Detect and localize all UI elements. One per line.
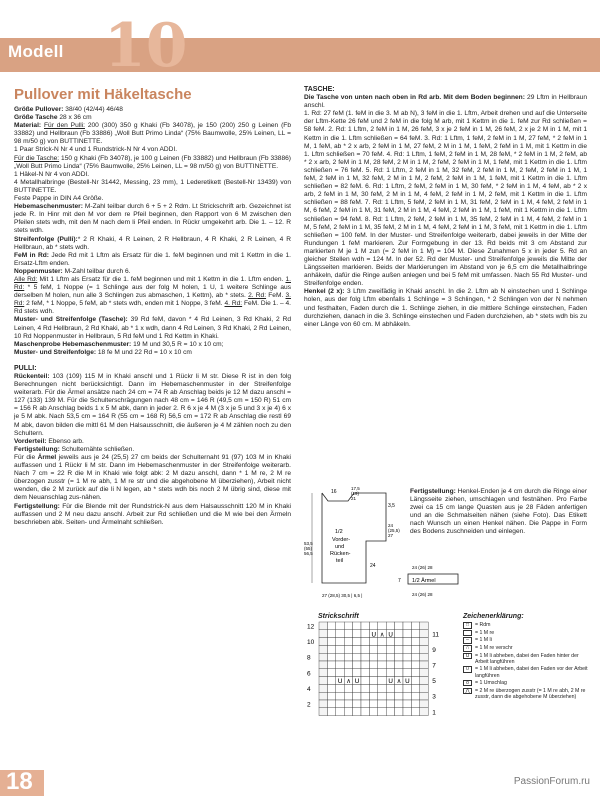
- chart-cell: [378, 669, 386, 677]
- chart-cell: [403, 653, 411, 661]
- chart-cell: [336, 661, 344, 669]
- fert-t-text: Henkel-Enden je 4 cm durch die Ringe einer Längsseite ziehen, umschlagen und festnähen. Pro Farbe zwei ca 15 cm lange Quasten aus je 28 Fäden anfertigen und an die Schmalseiten nähen (siehe Foto). Das Etikett nach Wunsch un einen Henkel nähen. Die Pappe in Form des Bodens zuschneiden und einlegen.: [410, 488, 588, 536]
- ruecken-label: Rückenteil:: [14, 373, 50, 380]
- model-label: Modell: [8, 42, 64, 61]
- chart-cell: [336, 622, 344, 630]
- chart-cell: [327, 684, 335, 692]
- chart-cell: [386, 638, 394, 646]
- chart-cell: [344, 684, 352, 692]
- sch-center-1: 1/2: [335, 529, 343, 535]
- chart-cell: [378, 684, 386, 692]
- chart-cell: [403, 630, 411, 638]
- chart-cell: [353, 622, 361, 630]
- chart-cell: [395, 645, 403, 653]
- chart-cell: [327, 700, 335, 708]
- chart-cell: [420, 708, 428, 716]
- maschenprobe2-text: 18 fe M und 22 Rd = 10 x 10 cm: [96, 348, 192, 356]
- material-hook: 1 Häkel-N Nr 4 von ADDI.: [14, 170, 90, 178]
- chart-cell: [327, 630, 335, 638]
- chart-cell: [353, 692, 361, 700]
- material-label: Material:: [14, 122, 42, 130]
- chart-cell: [361, 653, 369, 661]
- chart-cell: [395, 638, 403, 646]
- chart-cell: [327, 661, 335, 669]
- chart-cell: [361, 708, 369, 716]
- chart-cell: [411, 653, 419, 661]
- chart-cell: [403, 645, 411, 653]
- chart-cell: [344, 700, 352, 708]
- chart-symbol: U: [388, 630, 393, 639]
- legend-symbol: o: [463, 680, 472, 687]
- sch-height: 53,5 (55) 56,5: [304, 541, 313, 556]
- sleeve-label: 1/2 Ärmel: [412, 578, 436, 584]
- sch-right-mid: 24 (25,5) 27: [388, 523, 400, 538]
- chart-cell: [411, 692, 419, 700]
- chart-cell: [411, 622, 419, 630]
- chart-symbol: U: [354, 677, 360, 686]
- legend-symbol: □: [463, 622, 472, 629]
- aermel-pre: Für die: [14, 453, 38, 461]
- chart-cell: [395, 653, 403, 661]
- chart-cell: [319, 708, 327, 716]
- model-number: 10: [104, 11, 188, 81]
- chart-symbol: U: [371, 630, 377, 639]
- fertig-text: Schulternähte schließen.: [59, 445, 135, 453]
- sch-right-top: 3,5: [388, 503, 395, 509]
- streifen-text: * 2 R Khaki, 4 R Leinen, 2 R Hellbraun, 4 R Khaki, 2 R Leinen, 4 R Hellbraun, ab * stets wdh.: [14, 235, 291, 251]
- chart-row-label: 12: [307, 623, 315, 631]
- chart-cell: [395, 684, 403, 692]
- chart-row-label: 1: [432, 709, 436, 717]
- chart-cell: [420, 645, 428, 653]
- chart-cell: [344, 692, 352, 700]
- chart-cell: [353, 638, 361, 646]
- chart-cell: [403, 622, 411, 630]
- chart-cell: [353, 700, 361, 708]
- chart-cell: [327, 669, 335, 677]
- model-bar: [0, 38, 600, 72]
- chart-cell: [344, 708, 352, 716]
- chart-cell: [378, 692, 386, 700]
- chart-cell: [336, 669, 344, 677]
- legend-label: = 1 M li abheben, dabei den Faden hinter der Arbeit langführen: [475, 652, 579, 665]
- chart-cell: [319, 669, 327, 677]
- legend-label: = 1 M li abheben, dabei den Faden vor der Arbeit langführen: [475, 666, 588, 679]
- chart-cell: [369, 669, 377, 677]
- chart-cell: [319, 692, 327, 700]
- material-rings: 4 Metallhalbringe (Bestell-Nr 31442, Messing, 23 mm), 1 Lederetikett (Bestell-Nr 13439) von BUTTINETTE.: [14, 178, 291, 194]
- chart-cell: [327, 708, 335, 716]
- chart-cell: [336, 630, 344, 638]
- chart-cell: [353, 645, 361, 653]
- noppen-r2-label: 2. Rd:: [248, 292, 267, 300]
- chart-cell: [378, 661, 386, 669]
- chart-cell: [344, 638, 352, 646]
- chart-cell: [403, 684, 411, 692]
- chart-cell: [361, 677, 369, 685]
- chart-cell: [319, 661, 327, 669]
- chart-cell: [411, 669, 419, 677]
- chart-row-label: 10: [307, 639, 315, 647]
- chart-cell: [411, 684, 419, 692]
- chart-cell: [403, 661, 411, 669]
- fem-text: Jede Rd mit 1 Lftm als Ersatz für die 1. feM beginnen und mit 1 Kettm in die 1. Ersatz-Lftm enden.: [14, 251, 291, 267]
- sch-center-2: Vorder-: [332, 537, 351, 543]
- chart-row-label: 8: [307, 654, 311, 662]
- ruecken-text: 103 (109) 115 M in Khaki anschl und 1 Rückr li M str. Diese R ist in den folg Berechnungen nicht berücksichtigt. Dann im Hebemaschenmuster in der Streifenfolge weiterarb. Für die Ärmel ansätze nach 24 cm = 74 R ab Anschlag beids je 12 M dazu anschl = 127 (133) 139 M. Für die Schulterschrägungen nach 48 cm = 146 R (49,5 cm = 150 R) 51 cm = 156 R ab Anschlag beids 1 x 5 M abk, dann in jeder 2. R 6 x je 4 M (3 x je 5 und 3 x je 4) 6 x je 5 M abk. Nach 53,5 cm = 164 R (55 cm = 168 R) 56,5 cm = 172 R ab Anschlag die restl 69 M abk, davon bilden die mittl 61 M den Halsausschnitt, die äußeren je 4 M zählen noch zu den Schultern.: [14, 373, 291, 437]
- legend-title: Zeichenerklärung:: [463, 613, 524, 620]
- chart-cell: [386, 700, 394, 708]
- chart-cell: [386, 708, 394, 716]
- legend-item: [463, 653, 588, 665]
- chart-cell: [344, 622, 352, 630]
- chart-cell: [378, 645, 386, 653]
- chart-cell: [361, 700, 369, 708]
- chart-cell: [369, 700, 377, 708]
- maschenprobe-label: Maschenprobe Hebemaschenmuster:: [14, 340, 132, 348]
- bag-finishing: [410, 488, 587, 537]
- legend-symbol: ∪: [463, 666, 472, 673]
- left-column: [14, 106, 291, 527]
- chart-symbol: ∧: [346, 677, 351, 686]
- legend-label: = 1 M re: [475, 629, 495, 636]
- chart-symbol: U: [337, 677, 343, 686]
- noppen-r2-text: FeM.: [266, 292, 286, 300]
- noppen-value: M-Zahl teilbar durch 6.: [62, 267, 131, 275]
- chart-cell: [395, 708, 403, 716]
- sch-top-left: 16: [331, 489, 337, 495]
- tasche-rounds: 1. Rd: 27 feM (1. feM in die 3. M ab N), 3 feM in die 1. Lftm, Arbeit drehen und auf die Unterseite der Lftm-Kette 26 feM und 2 feM in die folg M arb, mit 1 Kettm in die 1. feM zur Rd schließen = 58 feM. 2. Rd: 1 Lftm, 2 feM in 1 M, 26 feM, 3 x je 2 feM in 1 M, 26 feM, 2 x je 2 M in 1 M, mit 1 Kettm in die 1. Lftm schließen = 64 feM. 3. Rd: 1 Lftm, 1 feM, 2 feM in 1 M, 27 feM, * 2 feM in 1 M, 1 feM, ab * 2 x arb, 2 feM in 1 M, 27 feM, 2 M in 1 M, 1 feM, 2 feM in 1 M, mit 1 Kettm in die 1. Lftm schließen = 70 feM. 4. Rd: 1 Lftm, 1 feM, 2 feM in 1 M, 28 feM, * 2 feM in 1 M, 2 feM, ab * 2 x arb, 2 feM in 1 M, 28 feM, 2 M in 1 M, 2 feM, 2 feM in 1 M, 1 feM, mit 1 Kettm in die 1. Lftm schließen = 76 feM. 5. Rd: 1 Lftm, 2 feM in 1 M, 32 feM, 2 feM in 1 M, 2 feM, 2 feM in 1 M, 1 feM, 2 feM in 1 M, 32 feM, 2 M in 1 M, 2 feM, 2 feM in 1 M, 1 feM, mit 1 Kettm in die 1. Lftm schließen = 82 feM. 6. Rd: 1 Lftm, 2 feM, 2 feM in 1 M, 30 feM, * 2 feM in 1 M, 4 feM, ab * 2 x arb, 2 feM in 1 M, 30 feM, 2 M in 1 M, 4 feM, 2 feM in 1 M, 2 feM, mit 1 Kettm in die 1. Lftm schließen = 88 feM. 7. Rd: 1 Lftm, 5 feM, 2 feM in 1 M, 31 feM, 2 feM in 1 M, 4 feM, 2 feM in 1 M, 6 feM, 2 feM in 1 M, 31 feM, 2 M in 1 M, 4 feM, 2 feM in 1 M, 1 feM, mit 1 Kettm in die 1. Lftm schließen = 94 feM. 8. Rd: 1 Lftm, 2 feM, 2 feM in 1 M, 35 feM, 2 feM in 1 M, 4 feM, 2 feM in 1 M, 5 feM, 2 feM in 1 M, 35 feM, 2 M in 1 M, 4 feM, 2 feM in 1 M, 3 feM, mit 1 Kettm in die 1. Lftm schließen = 100 feM. In der Muster- und Streifenfolge weiterarb, dabei jeweils in der Mitte der Rundungen 1 feM markieren. Zur Formgebung in der 13. Rd beids mit 3 cm Abstand zur markierten M je 1 M zun (= 2 feM in 1 M) = 104 M. Diese Zunahmen 5 x in jeder 5. Rd an gleicher Stellen wdh = 124 M. In der 52. Rd der Muster- und Streifenfolge jeweils die Mitte der Längsseiten markieren. Beids der Markierungen im Abstand von je 6,5 cm die Metallhalbringe anhäkeln, dafür die Ringe außen anlegen und bei 5 feM mit umfassen. Nach 55 Rd Muster- und Streifenfolge enden.: [304, 110, 587, 288]
- chart-cell: [386, 692, 394, 700]
- chart-row-label: 4: [307, 685, 311, 693]
- henkel-label: Henkel (2 x):: [304, 288, 345, 296]
- chart-cell: [361, 645, 369, 653]
- fertig2-label: Fertigstellung:: [14, 502, 60, 510]
- chart-cell: [319, 638, 327, 646]
- sch-center-5: teil: [336, 558, 344, 564]
- chart-cell: [411, 645, 419, 653]
- material-needles: 1 Paar Strick-N Nr 4 und 1 Rundstrick-N Nr 4 von ADDI.: [14, 146, 178, 154]
- legend-label: = 1 M li: [475, 637, 492, 644]
- bag-size-value: 28 x 36 cm: [57, 114, 92, 122]
- chart-cell: [319, 684, 327, 692]
- chart-cell: [361, 630, 369, 638]
- vorder-label: Vorderteil:: [14, 437, 47, 445]
- chart-cell: [386, 645, 394, 653]
- chart-cell: [395, 630, 403, 638]
- chart-cell: [369, 645, 377, 653]
- tasche-subheading: Die Tasche von unten nach oben in Rd arb. Mit dem Boden beginnen:: [304, 94, 525, 102]
- page-title: Pullover mit Häkeltasche: [14, 86, 192, 103]
- chart-cell: [378, 700, 386, 708]
- fem-label: FeM in Rd:: [14, 251, 49, 259]
- chart-cell: [411, 700, 419, 708]
- material-bag-text: 150 g Khaki (Fb 34078), je 100 g Leinen (Fb 33882) und Hellbraun (Fb 33886) „Woll Butt Primo Linda“ (75% Baumwolle, 25% Leinen, LL = 98 m/50 g) von BUTTINETTE.: [14, 154, 291, 170]
- chart-cell: [327, 622, 335, 630]
- chart-cell: [344, 661, 352, 669]
- chart-cell: [395, 700, 403, 708]
- sch-top-mid: 17,5 (19) 21: [351, 486, 360, 501]
- chart-cell: [344, 645, 352, 653]
- chart-cell: [336, 684, 344, 692]
- chart-cell: [361, 661, 369, 669]
- legend-symbol: ⋀: [463, 688, 472, 695]
- chart-cell: [327, 638, 335, 646]
- sch-bottom-side: 24: [370, 563, 376, 569]
- bag-size-label: Größe Tasche: [14, 114, 58, 122]
- chart-row-label: 5: [432, 678, 436, 686]
- chart-cell: [319, 630, 327, 638]
- chart-title: Strickschrift: [318, 613, 359, 620]
- legend-label: = 1 M re verschr: [475, 645, 513, 652]
- chart-cell: [344, 669, 352, 677]
- hebemaschen-text: M-Zahl teilbar durch 6 + 5 + 2 Rdm. Lt Strickschrift arb. Gezeichnet ist jede R. In Hinr mit den M vor dem re Pfeil beginnen, den Rapport von 6 M zwischen den Pfeilen stets wdh, mit den M nach dem li Pfeil enden. In Rückr umgekehrt arb. Die 1. – 12. R stets wdh.: [14, 203, 291, 235]
- chart-row-label: 2: [307, 701, 311, 709]
- chart-cell: [411, 677, 419, 685]
- chart-cell: [420, 622, 428, 630]
- chart-cell: [353, 669, 361, 677]
- chart-cell: [336, 700, 344, 708]
- aermel-text: jeweils aus je 24 (25,5) 27 cm beids der Schulternaht 91 (97) 103 M in Khaki auffassen und 1 Rückr li M str. Dann im Hebemaschenmuster in der Streifenfolge weiterarb. Nach 7 cm = 22 R die M in Khaki wie folgt abk: 2 M dazu anschl, dann * 1 M re, 2 M re überzogen zusstr (= 1 M re abh, 1 M re str und die abgehobene M überziehen), Arbeit nicht wenden, die 2 M zurück auf die li N legen, ab * stets wdh bis noch 2 M übrig sind, diese mit dem Neuanschlag zus-nähen.: [14, 453, 292, 502]
- fertig-label: Fertigstellung:: [14, 445, 60, 453]
- chart-cell: [369, 684, 377, 692]
- chart-cell: [386, 661, 394, 669]
- chart-cell: [386, 622, 394, 630]
- chart-cell: [369, 708, 377, 716]
- chart-cell: [411, 630, 419, 638]
- chart-cell: [403, 638, 411, 646]
- chart-cell: [353, 708, 361, 716]
- sleeve-schematic: [394, 560, 472, 606]
- fert-t-label: Fertigstellung:: [410, 488, 456, 495]
- pulli-heading: PULLI:: [14, 364, 37, 372]
- chart-row-label: 3: [432, 693, 436, 701]
- legend-label: = Rdm: [475, 622, 491, 628]
- noppen-all-text: Mit 1 Lftm als Ersatz für die 1. feM beginnen und mit 1 Kettm in die 1. Lftm enden.: [37, 275, 286, 283]
- material-pulli-label: Für den Pulli:: [44, 122, 85, 130]
- muster-streifen-text: 39 Rd feM, davon * 4 Rd Leinen, 3 Rd Khaki, 2 Rd Leinen, 4 Rd Hellbraun, 2 Rd Khaki, ab * 1 x wdh, dann 4 Rd Leinen, 3 Rd Khaki, 2 Rd Leinen, 10 Rd Noppenmuster in Hellbraun, 5 Rd feM und 1 Rd Kettm in Khaki.: [14, 316, 291, 340]
- chart-symbol: U: [405, 677, 410, 686]
- right-column: [304, 86, 587, 329]
- chart-cell: [327, 677, 335, 685]
- chart-cell: [369, 692, 377, 700]
- chart-cell: [319, 622, 327, 630]
- chart-cell: [336, 653, 344, 661]
- chart-cell: [420, 684, 428, 692]
- sizes-label: Größe Pullover:: [14, 106, 64, 113]
- chart-cell: [369, 638, 377, 646]
- page-number: 18: [6, 768, 33, 795]
- legend-item: [463, 637, 588, 644]
- chart-cell: [369, 661, 377, 669]
- maschenprobe-text: 19 M und 30,5 R = 10 x 10 cm;: [131, 340, 224, 348]
- chart-cell: [403, 669, 411, 677]
- chart-cell: [378, 708, 386, 716]
- chart-cell: [411, 661, 419, 669]
- chart-cell: [420, 700, 428, 708]
- chart-symbol: ∧: [396, 677, 402, 686]
- chart-symbol: U: [388, 677, 393, 686]
- chart-cell: [403, 692, 411, 700]
- chart-cell: [369, 653, 377, 661]
- legend: [463, 622, 588, 701]
- legend-item: [463, 630, 588, 637]
- watermark: PassionForum.ru: [513, 776, 590, 787]
- noppen-label: Noppenmuster:: [14, 267, 63, 275]
- chart-cell: [386, 669, 394, 677]
- chart-cell: [361, 684, 369, 692]
- legend-item: [463, 688, 588, 700]
- chart-cell: [353, 630, 361, 638]
- tasche-sub-text: 29 Lftm in Hellbraun anschl.: [304, 94, 588, 110]
- chart-cell: [411, 638, 419, 646]
- chart-cell: [319, 653, 327, 661]
- chart-cell: [403, 700, 411, 708]
- noppen-r4-text: FeM. Die 1. – 4. Rd stets wdh.: [14, 300, 291, 316]
- legend-symbol: U: [463, 653, 472, 660]
- sleeve-side: 7: [398, 578, 401, 584]
- legend-item: [463, 680, 588, 687]
- chart-cell: [327, 692, 335, 700]
- chart-cell: [344, 653, 352, 661]
- chart-row-label: 9: [432, 646, 436, 654]
- muster-streifen-label: Muster- und Streifenfolge (Tasche):: [14, 316, 128, 324]
- chart-cell: [319, 677, 327, 685]
- chart-cell: [353, 684, 361, 692]
- chart-cell: [395, 669, 403, 677]
- material-bag-label: Für die Tasche:: [14, 154, 60, 162]
- chart-cell: [361, 669, 369, 677]
- sch-center-4: Rücken-: [330, 551, 351, 557]
- chart-cell: [361, 638, 369, 646]
- chart-cell: [319, 645, 327, 653]
- chart-cell: [386, 653, 394, 661]
- chart-cell: [378, 653, 386, 661]
- chart-symbol: ∧: [379, 630, 385, 639]
- streifen-label: Streifenfolge (Pulli):: [14, 235, 78, 243]
- chart-row-label: 11: [432, 631, 439, 639]
- tasche-heading: TASCHE:: [304, 86, 335, 93]
- chart-cell: [395, 692, 403, 700]
- chart-cell: [420, 677, 428, 685]
- chart-cell: [395, 661, 403, 669]
- chart-cell: [336, 708, 344, 716]
- chart-cell: [327, 653, 335, 661]
- legend-symbol: [463, 630, 472, 637]
- legend-item: [463, 666, 588, 678]
- noppen-r3-text: 2 feM, * 1 Noppe, 5 feM, ab * stets wdh, enden mit 1 Noppe, 3 feM.: [24, 300, 225, 308]
- noppen-all-label: Alle Rd:: [14, 275, 38, 283]
- chart-cell: [403, 708, 411, 716]
- noppen-r1-text: * 5 feM, 1 Noppe (= 1 Schlinge aus der folg M holen, 1 U, 1 weitere Schlinge aus derselben M holen, nun alle 3 Schlingen zus abmaschen, 1 Kettm), ab * stets.: [14, 284, 291, 300]
- aermel-label: Ärmel: [37, 453, 57, 461]
- chart-row-label: 6: [307, 670, 311, 678]
- chart-cell: [378, 677, 386, 685]
- chart-cell: [420, 669, 428, 677]
- noppen-r4-label: 4. Rd:: [224, 300, 243, 308]
- chart-cell: [378, 622, 386, 630]
- legend-symbol: ∩: [463, 645, 472, 652]
- chart-cell: [420, 653, 428, 661]
- sleeve-bottom: 24 (26) 28: [412, 592, 433, 597]
- sch-bottom: 27 (28,5) 30,5 | 6,5 |: [322, 593, 363, 598]
- fertig2-text: Für die Blende mit der Rundstrick-N aus dem Halsausschnitt 120 M in Khaki auffassen und 2 M neu dazu anschl. Arbeit zur Rd schließen und die M wie bei den Ärmeln beschrieben abk. Seiten- und Ärmelnaht schließen.: [14, 502, 291, 526]
- chart-cell: [378, 638, 386, 646]
- chart-cell: [353, 653, 361, 661]
- legend-label: = 1 Umschlag: [475, 679, 507, 686]
- chart-cell: [319, 700, 327, 708]
- chart-cell: [327, 645, 335, 653]
- chart-cell: [361, 692, 369, 700]
- chart-cell: [420, 661, 428, 669]
- chart-cell: [336, 638, 344, 646]
- hebemaschen-label: Hebemaschenmuster:: [14, 203, 83, 211]
- legend-label: = 2 M re überzogen zusstr (= 1 M re abh, 2 M re zusstr, dann die abgehobene M überziehen): [475, 687, 586, 700]
- sizes-value: 38/40 (42/44) 46/48: [63, 106, 123, 113]
- legend-item: [463, 645, 588, 652]
- chart-cell: [386, 684, 394, 692]
- chart-row-label: 7: [432, 662, 436, 670]
- chart-cell: [395, 622, 403, 630]
- chart-cell: [369, 622, 377, 630]
- chart-cell: [344, 630, 352, 638]
- chart-cell: [361, 622, 369, 630]
- sleeve-top: 24 (26) 28: [412, 565, 433, 570]
- legend-item: [463, 622, 588, 629]
- material-pulli-text: 200 (300) 350 g Khaki (Fb 34078), je 150 (200) 250 g Leinen (Fb 33882) und Hellbraun (Fb 33886) „Woll Butt Primo Linda“ (75% Baumwolle, 25% Leinen, LL = 98 m/50 g) von BUTTINETTE.: [14, 122, 291, 146]
- noppen-r1-label: 1. Rd:: [14, 275, 291, 292]
- vorder-text: Ebenso arb.: [46, 437, 84, 445]
- maschenprobe2-label: Muster- und Streifenfolge:: [14, 348, 97, 356]
- chart-cell: [353, 661, 361, 669]
- chart-cell: [336, 692, 344, 700]
- sch-center-3: und: [335, 544, 345, 550]
- stitch-chart: [305, 620, 448, 722]
- chart-cell: [369, 677, 377, 685]
- chart-cell: [420, 692, 428, 700]
- chart-cell: [411, 708, 419, 716]
- chart-cell: [420, 630, 428, 638]
- noppen-r3-label: 3. Rd:: [14, 292, 292, 308]
- chart-cell: [420, 638, 428, 646]
- chart-cell: [336, 645, 344, 653]
- material-cardboard: Feste Pappe in DIN A4 Größe.: [14, 195, 104, 203]
- henkel-text: 3 Lftm zweifädig in Khaki anschl. In die 2. Lftm ab N einstechen und 1 Schlinge holen, aus der folg Lftm ebenfalls 1 Schlinge = 3 Schlingen, * 2 Schlingen von der N nehmen und festhalten, Faden durch die 1. Schlinge ziehen, in die mittlere Schlinge einstechen, Faden durchziehen, danach in die 3. Schlinge einstechen und Faden durchziehen, ab * stets wdh bis zu einer Länge von 60 cm. M abhäkeln.: [304, 288, 587, 328]
- legend-symbol: –: [463, 637, 472, 644]
